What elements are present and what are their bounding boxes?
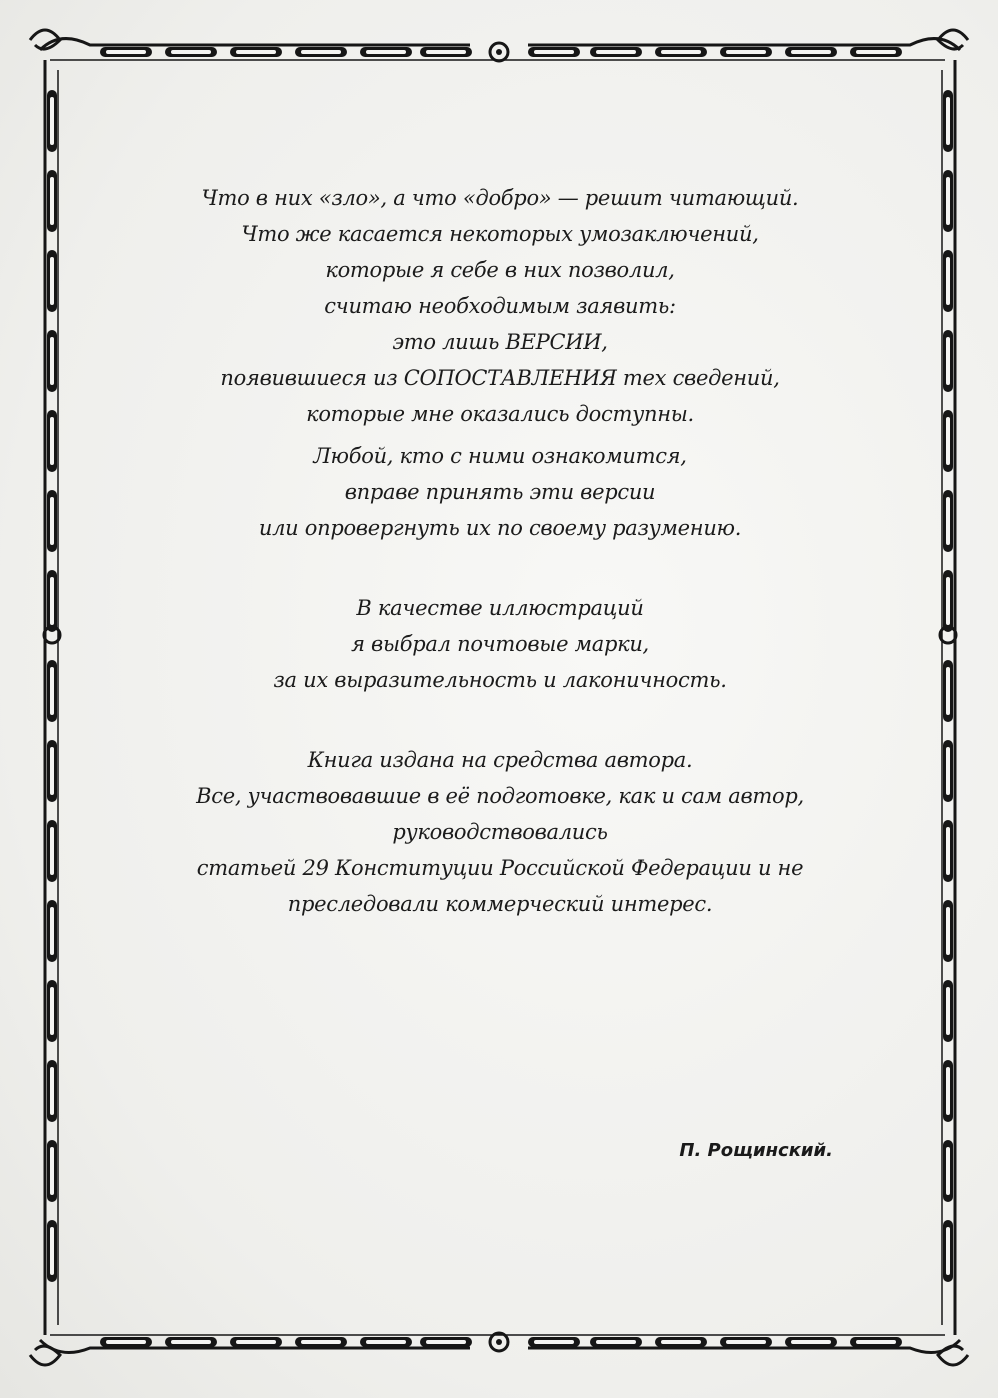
text-line: В качестве иллюстраций [356,596,644,620]
text-line: я выбрал почтовые марки, [351,632,649,656]
text-line: руководствовались [392,820,608,844]
body-text [150,180,850,922]
text-line: Что в них «зло», а что «добро» — решит читающий. [201,186,799,210]
paragraph-reader [150,438,850,546]
text-line: преследовали коммерческий интерес. [287,892,713,916]
text-line: Книга издана на средства автора. [307,748,693,772]
text-line: появившиеся из СОПОСТАВЛЕНИЯ тех сведений, [220,366,780,390]
text-line: которые мне оказались доступны. [306,402,694,426]
text-line: Все, участвовавшие в её подготовке, как и сам автор, [196,784,804,808]
text-line: вправе принять эти версии [344,480,656,504]
text-line: которые я себе в них позволил, [325,258,675,282]
text-line: считаю необходимым заявить: [324,294,676,318]
author-signature: П. Рощинский. [679,1140,833,1161]
text-line: это лишь ВЕРСИИ, [392,330,608,354]
text-line: или опровергнуть их по своему разумению. [258,516,742,540]
paragraph-funding [150,742,850,922]
left-segments [47,90,57,1282]
paragraph-illustrations [150,590,850,698]
text-line: за их выразительность и лаконичность. [273,668,727,692]
text-line: статьей 29 Конституции Российской Федерации и не [196,856,804,880]
paragraph-versions [150,180,850,432]
text-line: Любой, кто с ними ознакомится, [313,444,687,468]
text-line: Что же касается некоторых умозаключений, [241,222,759,246]
right-segments [943,90,953,1282]
